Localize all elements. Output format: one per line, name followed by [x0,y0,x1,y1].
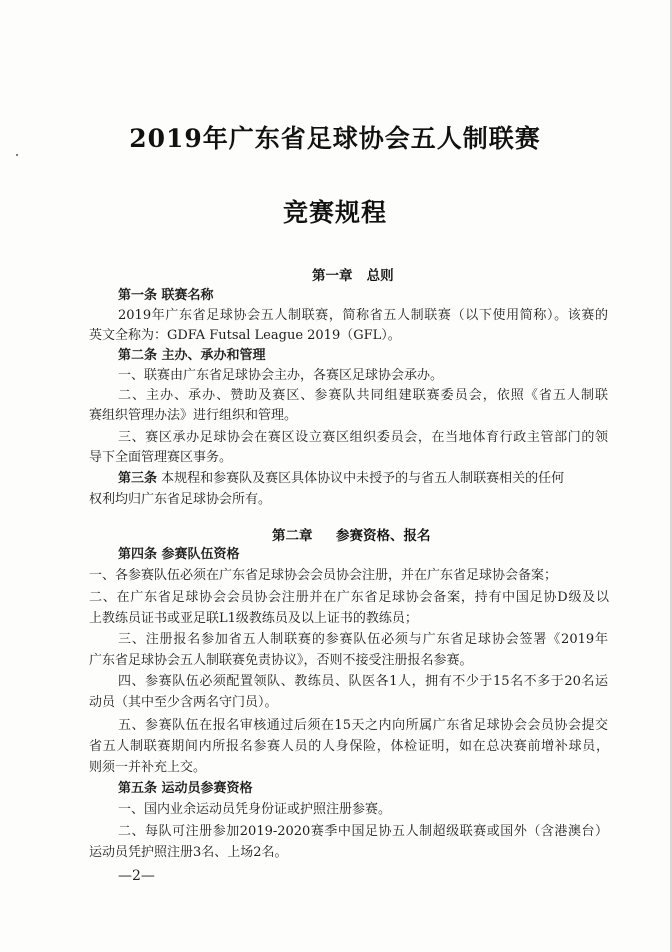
article-2-item-3-line: 导下全面管理赛区事务。 [89,450,233,465]
article-5-item-2-line: 运动员凭护照注册3名、上场2名。 [89,845,288,860]
article-4-item-5-line: 五、参赛队伍在报名审核通过后须在15天之内向所属广东省足球协会会员协会提交 [118,718,608,733]
article-4-item-1: 一、各参赛队伍必须在广东省足球协会会员协会注册，并在广东省足球协会备案； [89,568,558,583]
article-4-item-3-line: 三、注册报名参加省五人制联赛的参赛队伍必须与广东省足球协会签署《2019年 [118,632,608,647]
article-3-text-line: 权利均归广东省足球协会所有。 [89,492,272,507]
article-4-item-5-line: 则须一并补充上交。 [89,760,207,775]
article-2-item-3-line: 三、赛区承办足球协会在赛区设立赛区组织委员会，在当地体育行政主管部门的领 [118,430,608,445]
article-4-item-4-line: 四、参赛队伍必须配置领队、教练员、队医各1人，拥有不少于15名不多于20名运 [118,674,608,689]
article-4-item-3-line: 广东省足球协会五人制联赛免责协议》，否则不接受注册报名参赛。 [89,653,473,668]
article-2-item-2-line: 赛组织管理办法》进行组织和管理。 [89,408,298,423]
article-4-item-2-line: 上教练员证书或亚足联L1级教练员及以上证书的教练员； [89,611,418,626]
chapter-2-heading: 第二章 参赛资格、报名 [272,528,431,544]
article-5-item-2-line: 二、每队可注册参加2019-2020赛季中国足协五人制超级联赛或国外（含港澳台） [118,824,608,839]
article-3-paragraph [118,469,608,489]
article-3-text: 本规程和参赛队及赛区具体协议中未授予的与省五人制联赛相关的任何 [157,471,565,486]
article-1-text-line: 英文全称为：GDFA Futsal League 2019（GFL）。 [89,328,401,343]
article-4-item-5-line: 省五人制联赛期间内所报名参赛人员的人身保险，体检证明，如在总决赛前增补球员， [89,739,609,754]
document-title: 2019年广东省足球协会五人制联赛 [129,124,541,153]
article-1-heading: 第一条 联赛名称 [118,288,214,303]
page-number: —2— [118,868,155,884]
article-3-heading: 第三条 [118,471,158,486]
article-4-item-2-line: 二、在广东省足球协会会员协会注册并在广东省足球协会备案，持有中国足协D级及以 [89,590,609,605]
article-1-text-line: 2019年广东省足球协会五人制联赛，简称省五人制联赛（以下使用简称）。该赛的 [118,308,608,323]
article-2-heading: 第二条 主办、承办和管理 [118,348,266,363]
document-subtitle: 竞赛规程 [282,198,387,227]
article-5-heading: 第五条 运动员参赛资格 [118,781,253,796]
article-4-heading: 第四条 参赛队伍资格 [118,547,240,562]
article-5-item-1: 一、国内业余运动员凭身份证或护照注册参赛。 [118,802,392,817]
article-2-item-2-line: 二、主办、承办、赞助及赛区、参赛队共同组建联赛委员会，依照《省五人制联 [118,388,608,403]
chapter-1-heading: 第一章 总则 [312,268,394,284]
article-4-item-4-line: 动员（其中至少含两名守门员）。 [89,695,278,710]
article-2-item-1: 一、联赛由广东省足球协会主办，各赛区足球协会承办。 [118,368,444,383]
